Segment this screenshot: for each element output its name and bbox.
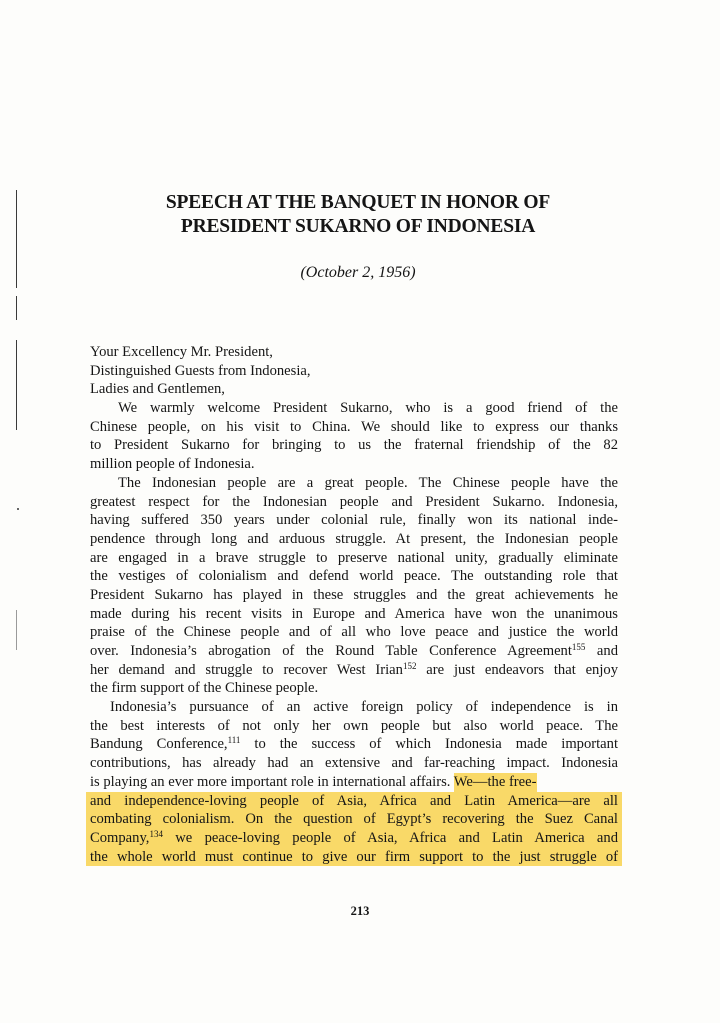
salutation-line: Ladies and Gentlemen, xyxy=(90,381,225,398)
scan-edge-line xyxy=(16,610,17,650)
text-fragment: to the success of which Indonesia made important xyxy=(240,736,619,753)
page-title xyxy=(80,191,636,239)
highlighted-line: and independence-loving people of Asia, Africa and Latin America—are all xyxy=(86,792,622,811)
paragraph-line: contributions, has already had an extensive and far-reaching impact. Indonesia xyxy=(90,755,618,772)
paragraph-line: pendence through long and arduous struggle. At present, the Indonesian people xyxy=(90,530,618,547)
title-line-1: SPEECH AT THE BANQUET IN HONOR OF xyxy=(165,192,551,213)
footnote-ref: 134 xyxy=(149,828,163,839)
salutation-line: Your Excellency Mr. President, xyxy=(90,344,273,360)
text-fragment: we peace-loving people of Asia, Africa and Latin America and xyxy=(162,829,618,846)
text-fragment: is playing an ever more important role in international affairs. xyxy=(90,773,454,790)
text-fragment: Bandung Conference, xyxy=(90,736,228,753)
scan-speck xyxy=(17,508,19,510)
paragraph-line: the firm support of the Chinese people. xyxy=(90,680,319,697)
paragraph-line: the best interests of not only her own people but also world peace. The xyxy=(90,717,618,734)
paragraph-line: million people of Indonesia. xyxy=(90,456,255,473)
paragraph-line: We warmly welcome President Sukarno, who is a good friend of the xyxy=(118,400,618,417)
text-fragment: Company, xyxy=(90,829,150,846)
footnote-ref: 152 xyxy=(402,660,417,671)
paragraph-line: having suffered 350 years under colonial rule, finally won its national inde- xyxy=(90,512,618,529)
paragraph-line: Chinese people, on his visit to China. We should like to express our thanks xyxy=(90,418,618,435)
paragraph-line: to President Sukarno for bringing to us the fraternal friendship of the 82 xyxy=(90,437,618,454)
paragraph-line: are engaged in a brave struggle to preserve national unity, gradually eliminate xyxy=(90,549,618,566)
paragraph-line: praise of the Chinese people and of all who love peace and justice the world xyxy=(90,624,618,641)
highlighted-text: We—the free- xyxy=(453,773,537,790)
highlighted-line: combating colonialism. On the question of Egypt’s recovering the Suez Canal xyxy=(86,810,622,829)
scan-edge-line xyxy=(16,296,17,320)
text-fragment: over. Indonesia’s abrogation of the Round Table Conference Agreement xyxy=(90,643,572,659)
text-fragment: are just endeavors that enjoy xyxy=(416,661,619,678)
title-line-2: PRESIDENT SUKARNO OF INDONESIA xyxy=(180,216,536,237)
speech-date: (October 2, 1956) xyxy=(300,264,416,281)
paragraph-line xyxy=(90,661,618,680)
page-number: 213 xyxy=(350,904,370,918)
paragraph-line xyxy=(90,773,618,792)
text-fragment: and xyxy=(585,643,618,659)
speech-body xyxy=(90,343,618,866)
salutation-line: Distinguished Guests from Indonesia, xyxy=(90,362,311,379)
footnote-ref: 111 xyxy=(227,735,241,746)
paragraph-line xyxy=(90,735,618,754)
scan-edge-line xyxy=(16,190,17,288)
highlighted-line: the whole world must continue to give our firm support to the just struggle of xyxy=(86,848,622,867)
paragraph-line: greatest respect for the Indonesian people and President Sukarno. Indonesia, xyxy=(90,493,618,510)
paragraph-line: made during his recent visits in Europe and America have won the unanimous xyxy=(90,605,618,622)
paragraph-line: Indonesia’s pursuance of an active foreign policy of independence is in xyxy=(110,699,618,716)
paragraph-line: The Indonesian people are a great people. The Chinese people have the xyxy=(118,474,618,491)
scan-edge-line xyxy=(16,340,17,430)
paragraph-line: the vestiges of colonialism and defend world peace. The outstanding role that xyxy=(90,568,618,585)
footnote-ref: 155 xyxy=(571,642,586,652)
text-fragment: her demand and struggle to recover West Irian xyxy=(90,661,403,678)
paragraph-line: President Sukarno has played in these struggles and the great achievements he xyxy=(90,586,618,603)
paragraph-line xyxy=(90,642,618,661)
highlighted-line xyxy=(86,829,622,848)
